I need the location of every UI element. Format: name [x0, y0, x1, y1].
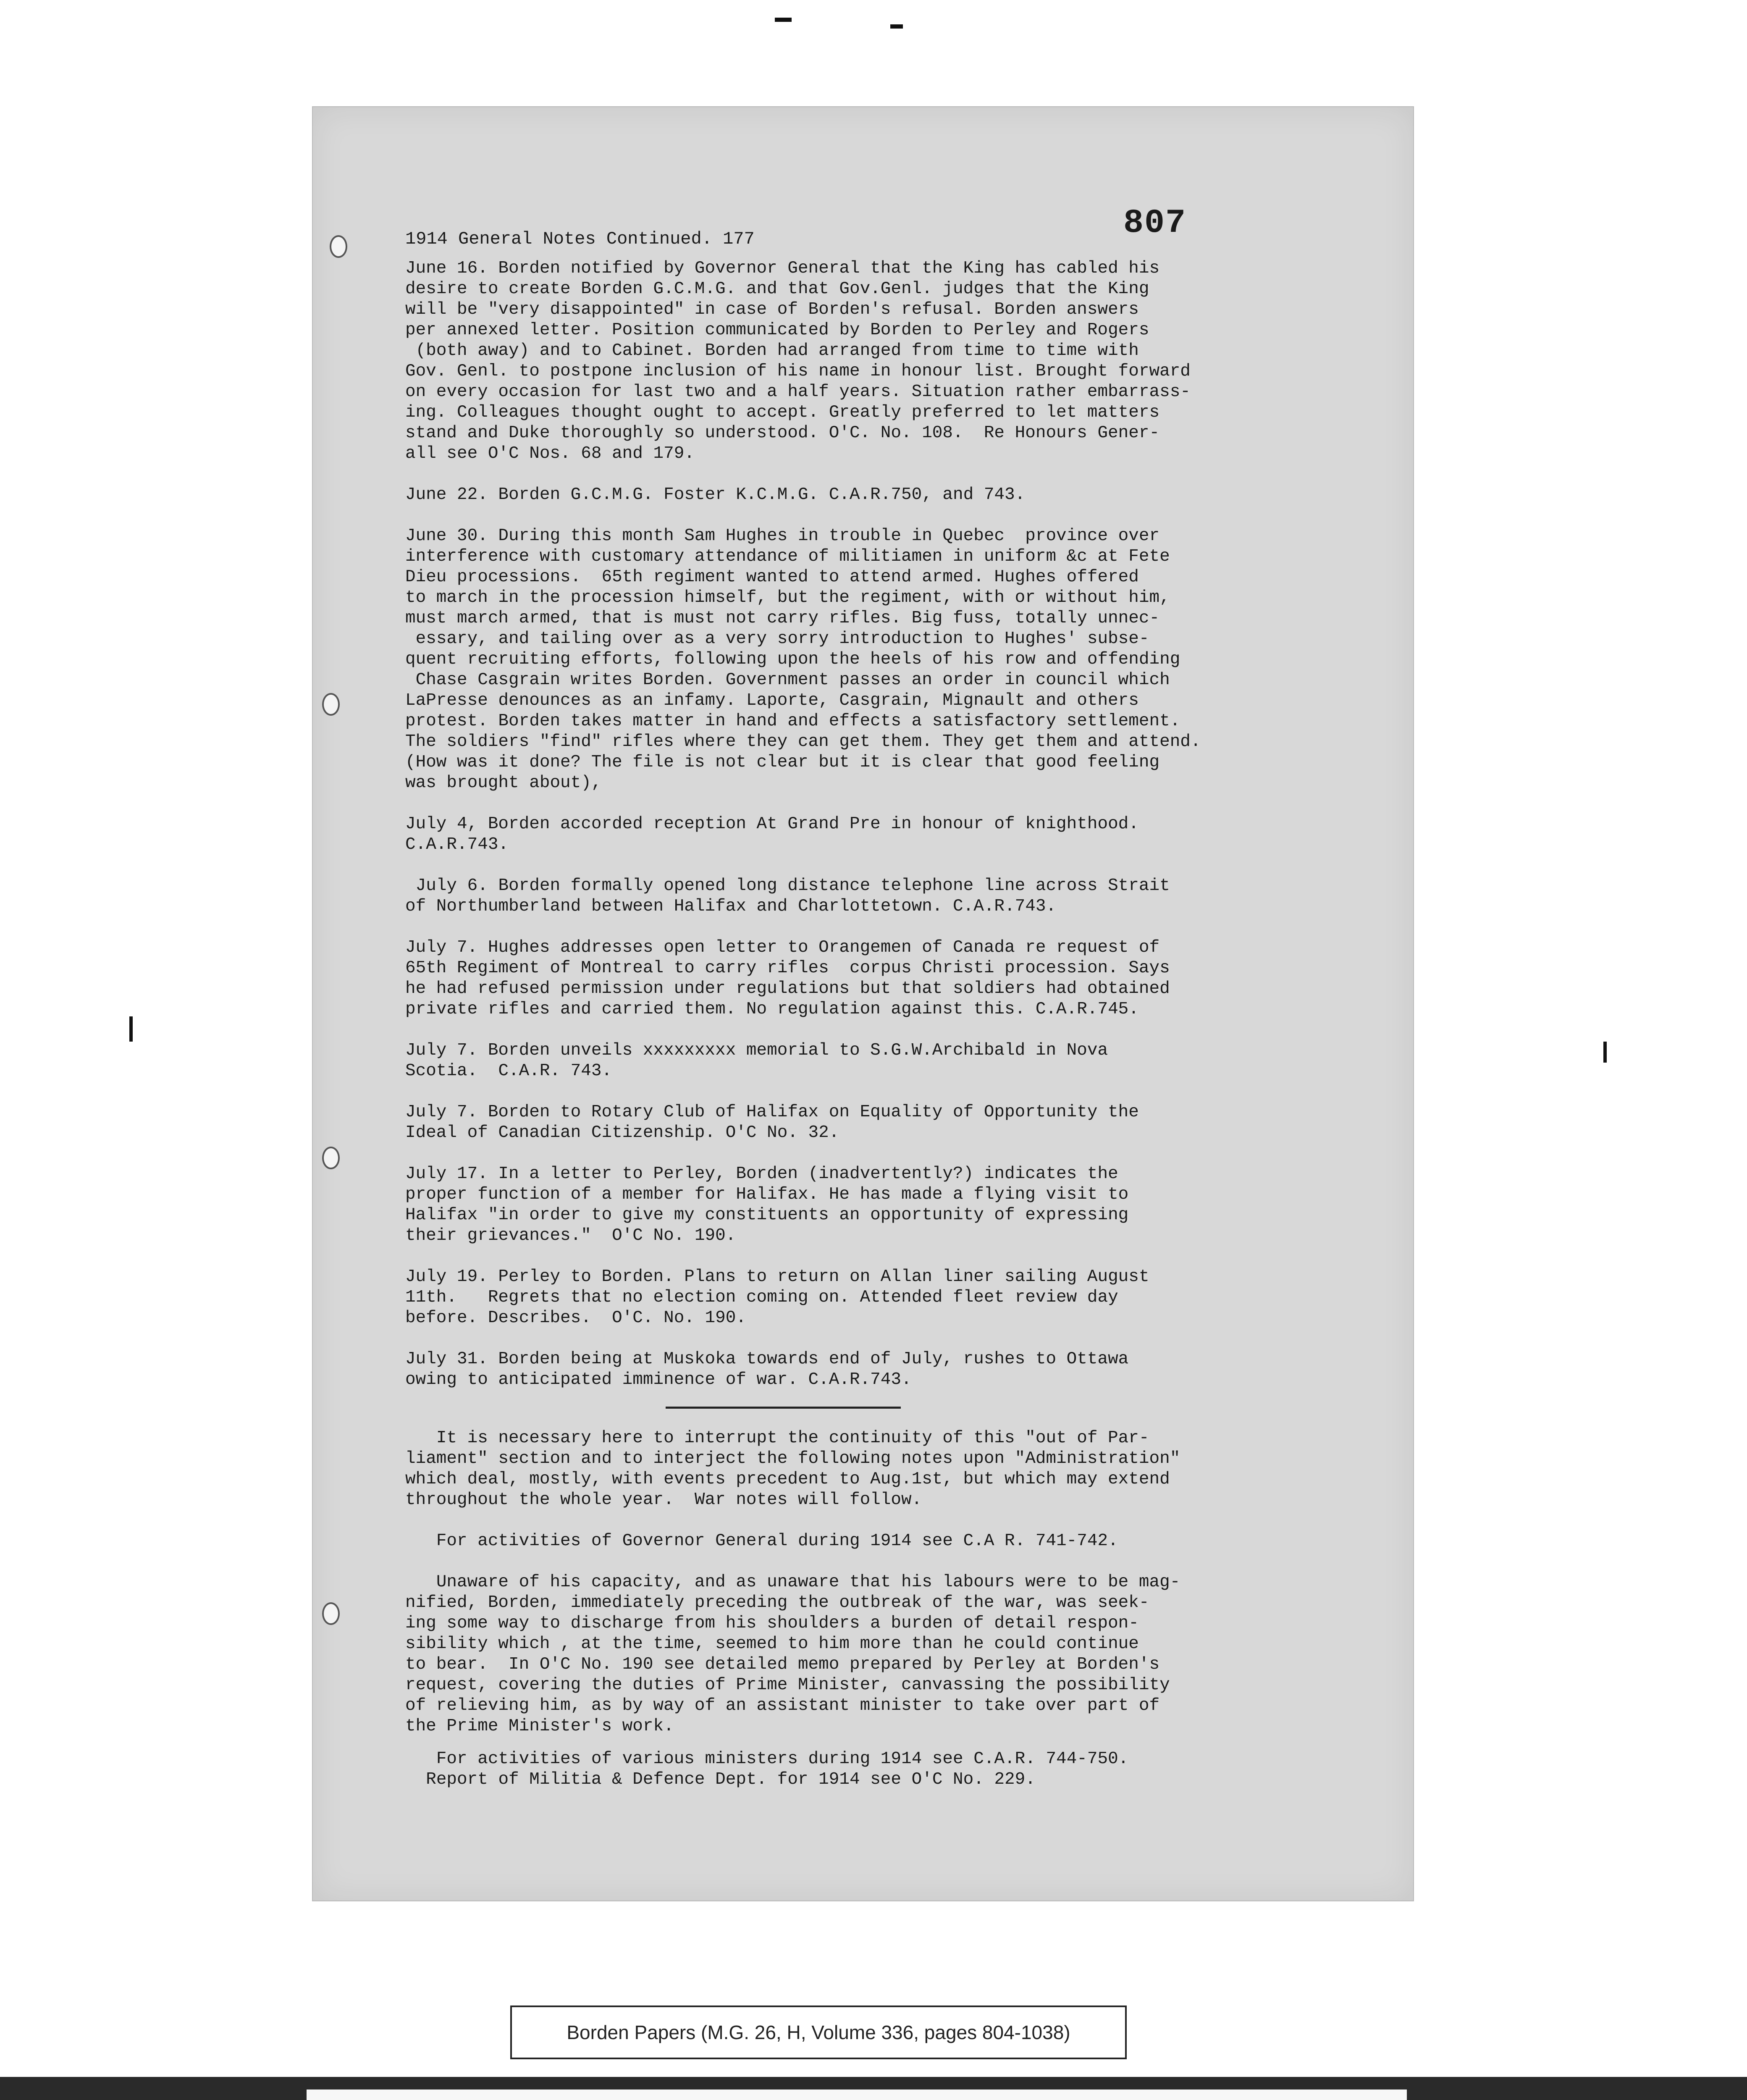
ministers-note: For activities of various ministers during 1914 see C.A.R. 744-750. Report of Militia & Defence Dept. for 1914 see O'C No. 229.: [426, 1749, 1129, 1789]
registration-mark: [129, 1016, 133, 1042]
punch-hole: [322, 1147, 340, 1169]
typed-text: [405, 204, 1354, 1811]
entry-july-6: July 6. Borden formally opened long distance telephone line across Strait of Northumberland between Halifax and Charlottetown. C.A.R.743.: [405, 876, 1170, 916]
page-header: [405, 204, 1354, 254]
registration-mark: [775, 18, 792, 22]
entry-june-16: June 16. Borden notified by Governor General that the King has cabled his desire to create Borden G.C.M.G. and that Gov.Genl. judges that the King will be "very disappointed" in case of Borden's refusal. Borden answers per annexed letter. Position communicated by Borden to Perley and Rogers (both away) and to Cabinet. Borden had arranged from time to time with Gov. Genl. to postpone inclusion of his name in honour list. Brought forward on every occasion for last two and a half years. Situation rather embarrass- ing. Colleagues thought ought to accept. Greatly preferred to let matters stand and Duke thoroughly so understood. O'C. No. 108. Re Honours Gener- all see O'C Nos. 68 and 179.: [405, 259, 1191, 463]
entry-july-7-hughes: July 7. Hughes addresses open letter to Orangemen of Canada re request of 65th Regiment of Montreal to carry rifles corpus Christi procession. Says he had refused permission under regulations but that soldiers had obtained private rifles and carried them. No regulation against this. C.A.R.745.: [405, 938, 1170, 1019]
caption-box: [510, 2006, 1127, 2059]
entry-july-17: July 17. In a letter to Perley, Borden (inadvertently?) indicates the proper function of a member for Halifax. He has made a flying visit to Halifax "in order to give my constituents an opportunity of expressing their grievances." O'C No. 190.: [405, 1164, 1129, 1245]
entry-july-4: July 4, Borden accorded reception At Grand Pre in honour of knighthood. C.A.R.743.: [405, 814, 1139, 854]
punch-hole: [330, 235, 347, 258]
page-number: 807: [1123, 204, 1187, 242]
caption-text: Borden Papers (M.G. 26, H, Volume 336, pages 804-1038): [567, 2021, 1070, 2043]
registration-mark: [1603, 1042, 1607, 1063]
entry-july-19: July 19. Perley to Borden. Plans to return on Allan liner sailing August 11th. Regrets that no election coming on. Attended fleet review day before. Describes. O'C. No. 190.: [405, 1267, 1149, 1328]
entry-july-7-rotary: July 7. Borden to Rotary Club of Halifax on Equality of Opportunity the Ideal of Canadian Citizenship. O'C No. 32.: [405, 1102, 1139, 1142]
entry-july-31: July 31. Borden being at Muskoka towards end of July, rushes to Ottawa owing to anticipated imminence of war. C.A.R.743.: [405, 1349, 1129, 1389]
entry-june-30: June 30. During this month Sam Hughes in trouble in Quebec province over interference with customary attendance of militiamen in uniform &c at Fete Dieu processions. 65th regiment wanted to attend armed. Hughes offered to march in the procession himself, but the regiment, with or without him, must march armed, that is must not carry rifles. Big fuss, totally unnec- essary, and tailing over as a very sorry introduction to Hughes' subse- quent recruiting efforts, following upon the heels of his row and offending Chase Casgrain writes Borden. Government passes an order in council which LaPresse denounces as an infamy. Laporte, Casgrain, Mignault and others protest. Borden takes matter in hand and effects a satisfactory settlement. The soldiers "find" rifles where they can get them. They get them and attend. (How was it done? The file is not clear but it is clear that good feeling was brought about),: [405, 526, 1201, 793]
document-page: [313, 107, 1413, 1900]
governor-general-note: For activities of Governor General during 1914 see C.A R. 741-742.: [405, 1531, 1118, 1551]
archive-label: [307, 2090, 1407, 2100]
entry-july-7-memorial: July 7. Borden unveils xxxxxxxxx memorial to S.G.W.Archibald in Nova Scotia. C.A.R. 743.: [405, 1041, 1108, 1081]
header-text: 1914 General Notes Continued. 177: [405, 229, 755, 249]
punch-hole: [322, 1602, 340, 1625]
entry-june-22: June 22. Borden G.C.M.G. Foster K.C.M.G. C.A.R.750, and 743.: [405, 485, 1026, 504]
borden-burden-note: Unaware of his capacity, and as unaware that his labours were to be mag- nified, Borden, immediately preceding the outbreak of the war, was seek- ing some way to discharge from his shoulders a burden of detail respon- sibility which , at the time, seemed to him more than he could continue to bear. In O'C No. 190 see detailed memo prepared by Perley at Borden's request, covering the duties of Prime Minister, canvassing the possibility of relieving him, as by way of an assistant minister to take over part of the Prime Minister's work.: [405, 1572, 1180, 1736]
registration-mark: [890, 24, 903, 29]
section-divider: [666, 1407, 901, 1409]
administration-intro: It is necessary here to interrupt the continuity of this "out of Par- liament" section and to interject the following notes upon "Administration" which deal, mostly, with events precedent to Aug.1st, but which may extend throughout the whole year. War notes will follow.: [405, 1428, 1180, 1509]
punch-hole: [322, 693, 340, 716]
